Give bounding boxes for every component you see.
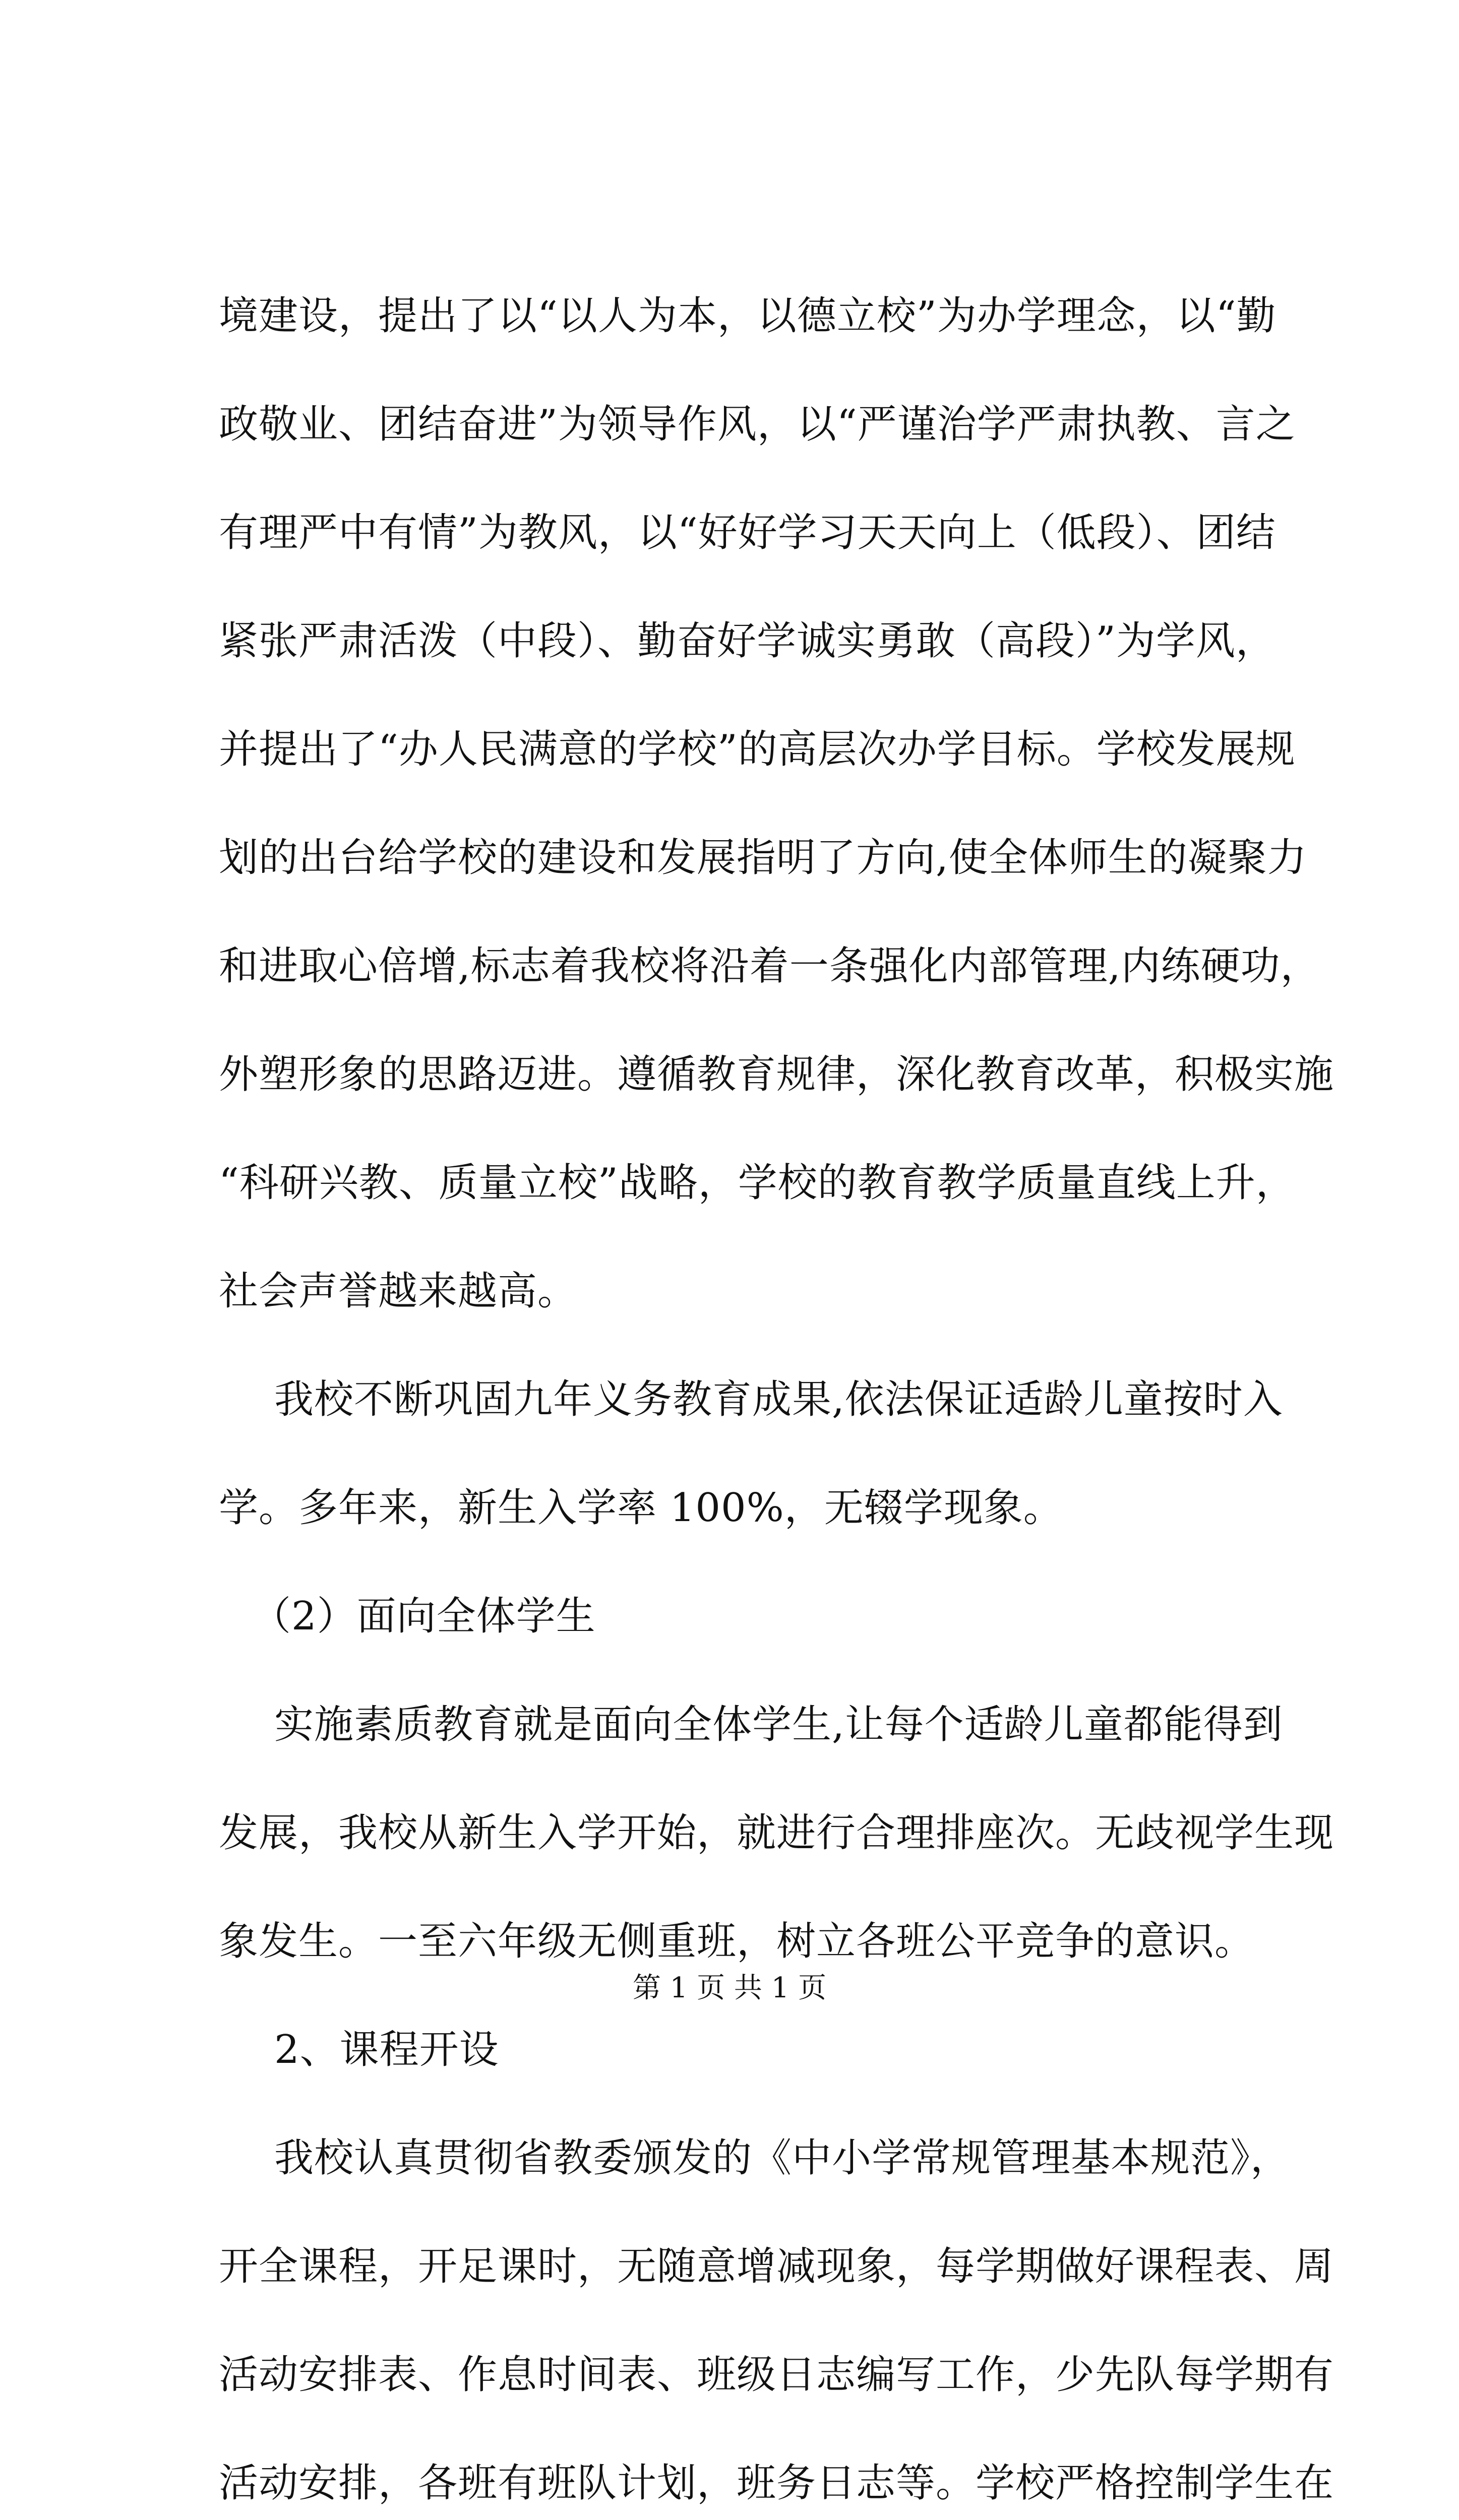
body-line: 境建设，提出了以“以人为本，以德立校”为办学理念，以“勤	[219, 293, 1276, 339]
section-heading: 2、课程开设	[274, 2027, 499, 2072]
paragraph-first-line: 实施素质教育就是面向全体学生,让每个适龄儿童都能得到	[274, 1702, 1283, 1747]
section-subheading: （2）面向全体学生	[252, 1594, 596, 1639]
body-line: 象发生。一至六年级无侧重班，树立各班公平竞争的意识。	[219, 1919, 1255, 1964]
page-number-label: 第 1 页 共 1 页	[632, 1972, 827, 2004]
body-line: 社会声誉越来越高。	[219, 1269, 578, 1314]
page-footer	[0, 1968, 1459, 2008]
body-line: 活动安排，各班有班队计划，班务日志等。学校严格控制学生在	[219, 2461, 1334, 2506]
body-line: “科研兴教、质量立校”战略，学校的教育教学质量直线上升，	[219, 1160, 1296, 1206]
body-line: 开全课程，开足课时，无随意增减现象，每学期做好课程表、周	[219, 2244, 1334, 2289]
body-line: 并提出了“办人民满意的学校”的高层次办学目标。学校发展规	[219, 727, 1296, 772]
body-line: 政敬业、团结奋进”为领导作风，以“严谨治学严肃执教、言之	[219, 402, 1296, 447]
body-line: 紧张严肃活泼（中段）、勤奋好学诚实勇敢（高段）”为学风，	[219, 618, 1275, 664]
body-line: 外塑形象的思路迈进。遵循教育规律，深化教育改革，积极实施	[219, 1052, 1334, 1097]
body-line: 发展，我校从新生入学开始，就进行合理排座次。无歧视学生现	[219, 1810, 1334, 1856]
body-line: 划的出台给学校的建设和发展指明了方向,使全体师生的凝聚力	[219, 835, 1307, 880]
body-line: 有理严中有情”为教风，以“好好学习天天向上（低段）、团结	[219, 510, 1276, 555]
body-line: 活动安排表、作息时间表、班级日志编写工作，少先队每学期有	[219, 2352, 1334, 2398]
body-line: 学。多年来，新生入学率 100%，无辍学现象。	[219, 1485, 1063, 1531]
body-line: 和进取心倍增,标志着我校将沿着一条强化内部管理,内练硬功，	[219, 943, 1320, 989]
paragraph-first-line: 我校认真贯彻省教委颁发的《中小学常规管理基本规范》，	[274, 2135, 1291, 2181]
document-body	[219, 262, 1334, 2520]
paragraph-first-line: 我校不断巩固九年义务教育成果,依法保证适龄儿童按时入	[274, 1377, 1283, 1422]
